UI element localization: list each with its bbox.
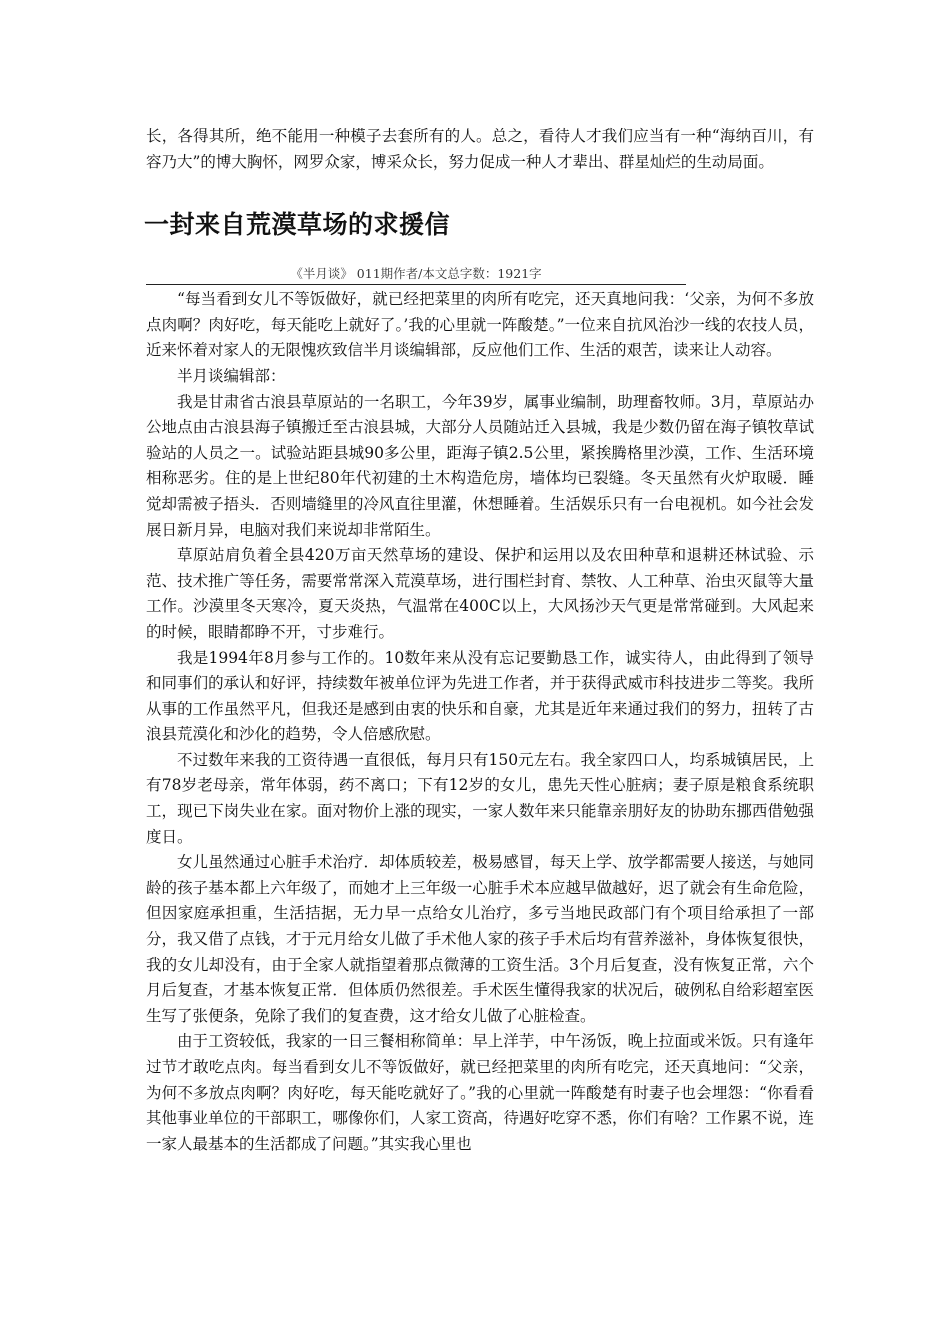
intro-paragraph: 长，各得其所，绝不能用一种模子去套所有的人。总之，看待人才我们应当有一种“海纳百川，有容乃大”的博大胸怀，网罗众家，博采众长，努力促成一种人才辈出、群星灿烂的生动局面。	[146, 127, 814, 171]
body-paragraph: 我是甘肃省古浪县草原站的一名职工，今年39岁，属事业编制，助理畜牧师。3月，草原站办公地点由古浪县海子镇搬迁至古浪县城，大部分人员随站迁入县城，我是少数仍留在海子镇牧草试验站的人员之一。试验站距县城90多公里，距海子镇2.5公里，紧挨腾格里沙漠，工作、生活环境相称恶劣。住的是上世纪80年代初建的土木构造危房，墙体均已裂缝。冬天虽然有火炉取暖．睡觉却需被子捂头．否则墙缝里的冷风直往里灌，休想睡着。生活娱乐只有一台电视机。如今社会发展日新月异，电脑对我们来说却非常陌生。	[146, 392, 814, 539]
body-paragraph: “每当看到女儿不等饭做好，就已经把菜里的肉所有吃完，还天真地问我：‘父亲，为何不多放点肉啊？肉好吃，每天能吃上就好了。’我的心里就一阵酸楚。”一位来自抗风治沙一线的农技人员，近来怀着对家人的无限愧疚致信半月谈编辑部，反应他们工作、生活的艰苦，读来让人动容。	[146, 290, 814, 360]
article-body	[146, 287, 814, 1157]
body-paragraph: 女儿虽然通过心脏手术治疗．却体质较差，极易感冒，每天上学、放学都需要人接送，与她同龄的孩子基本都上六年级了，而她才上三年级一心脏手术本应越早做越好，迟了就会有生命危险，但因家庭承担重，生活拮据，无力早一点给女儿治疗，多亏当地民政部门有个项目给承担了一部分，我又借了点钱，才于元月给女儿做了手术他人家的孩子手术后均有营养滋补，身体恢复很快，我的女儿却没有，由于全家人就指望着那点微薄的工资生活。3个月后复查，没有恢复正常，六个月后复查，才基本恢复正常．但体质仍然很差。手术医生懂得我家的状况后，破例私自给彩超室医生写了张便条，免除了我们的复查费，这才给女儿做了心脏检查。	[146, 853, 814, 1025]
page-content	[146, 124, 814, 1157]
article-title: 一封来自荒漠草场的求援信	[144, 210, 451, 240]
body-paragraph: 草原站肩负着全县420万亩天然草场的建设、保护和运用以及农田种草和退耕还林试验、示范、技术推广等任务，需要常常深入荒漠草场，进行围栏封育、禁牧、人工种草、治虫灭鼠等大量工作。沙漠里冬天寒冷，夏天炎热，气温常在400C以上，大风扬沙天气更是常常碰到。大风起来的时候，眼睛都睁不开，寸步难行。	[146, 546, 814, 641]
article-byline: 《半月谈》 011期作者/本文总字数：1921字	[146, 265, 686, 285]
body-paragraph: 不过数年来我的工资待遇一直很低，每月只有150元左右。我全家四口人，均系城镇居民，上有78岁老母亲，常年体弱，药不离口；下有12岁的女儿，患先天性心脏病；妻子原是粮食系统职工，现已下岗失业在家。面对物价上涨的现实，一家人数年来只能靠亲朋好友的协助东挪西借勉强度日。	[146, 750, 814, 846]
body-paragraph: 由于工资较低，我家的一日三餐相称简单：早上洋芋，中午汤饭，晚上拉面或米饭。只有逢年过节才敢吃点肉。每当看到女儿不等饭做好，就已经把菜里的肉所有吃完，还天真地问：“父亲，为何不多放点肉啊？肉好吃，每天能吃就好了。”我的心里就一阵酸楚有时妻子也会埋怨：“你看看其他事业单位的干部职工，哪像你们，人家工资高，待遇好吃穿不悉，你们有啥？工作累不说，连一家人最基本的生活都成了问题。”其实我心里也	[146, 1032, 814, 1153]
body-paragraph: 我是1994年8月参与工作的。10数年来从没有忘记要勤恳工作，诚实待人，由此得到了领导和同事们的承认和好评，持续数年被单位评为先进工作者，并于获得武威市科技进步二等奖。我所从事的工作虽然平凡，但我还是感到由衷的快乐和自豪，尤其是近年来通过我们的努力，扭转了古浪县荒漠化和沙化的趋势，令人倍感欣慰。	[146, 648, 814, 744]
salutation: 半月谈编辑部：	[177, 366, 286, 385]
